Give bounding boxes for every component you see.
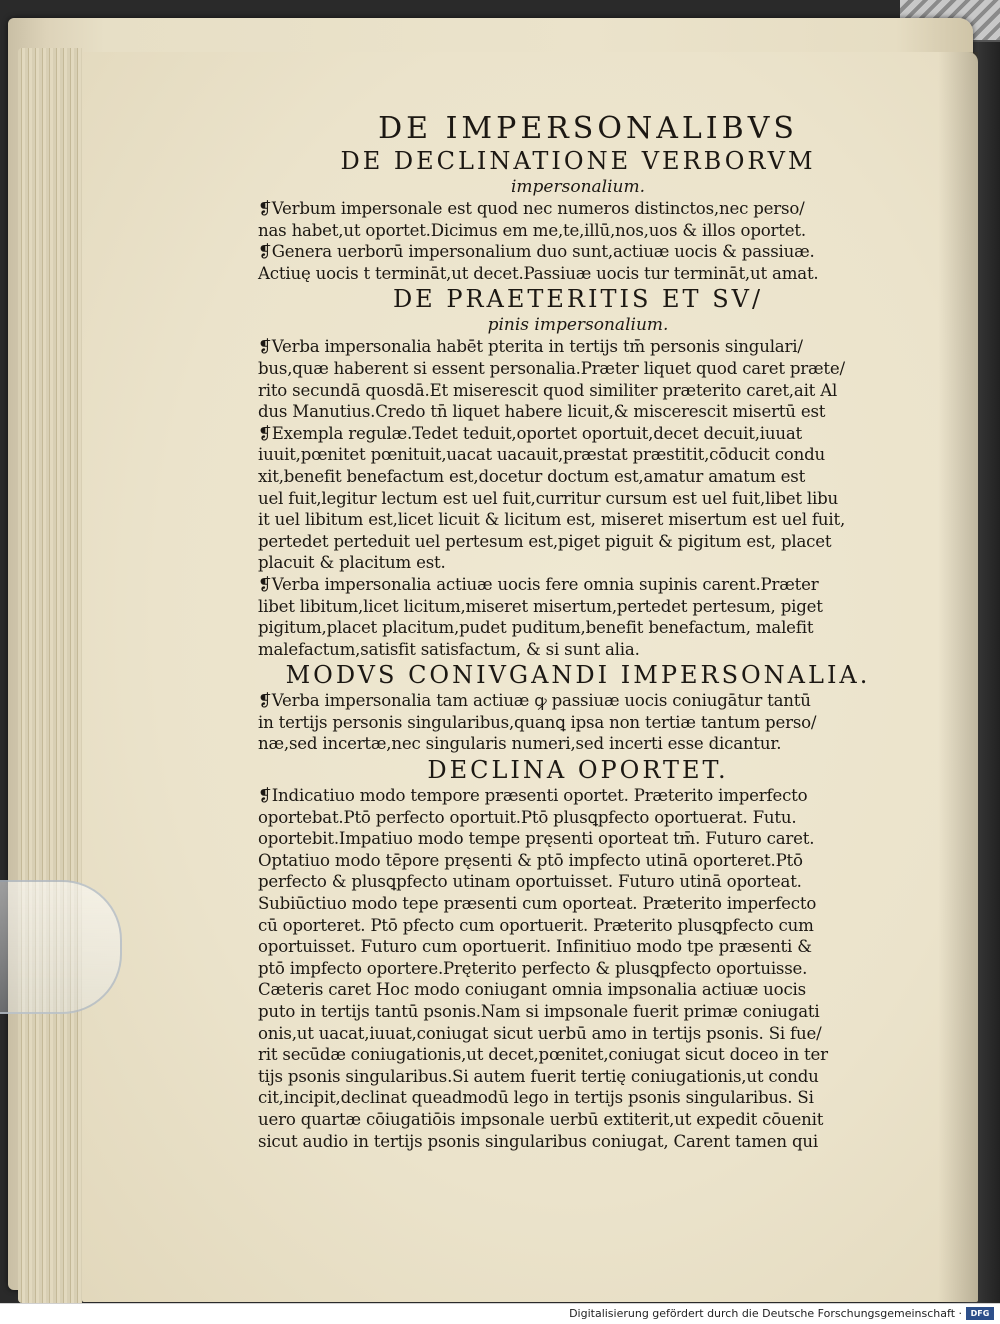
page-title: DE IMPERSONALIBVS	[378, 111, 798, 146]
text-line: ptō impfecto oportere.Pręterito perfecto & plusꝗpfecto oportuisse.	[258, 958, 808, 978]
text-line: xit,benefit benefactum est,docetur doctum est,amatur amatum est	[258, 466, 806, 486]
text-line: ❡Exempla regulæ.Tedet teduit,oportet oportuit,decet decuit,iuuat	[258, 423, 803, 443]
text-line: pertedet perteduit uel pertesum est,piget piguit & pigitum est, placet	[258, 531, 832, 551]
paragraph-group	[258, 198, 898, 284]
footer-bar	[0, 1303, 1000, 1324]
text-line: it uel libitum est,licet licuit & licitum est, miseret misertum est uel fuit,	[258, 510, 846, 530]
text-line: placuit & placitum est.	[258, 553, 446, 573]
text-line: rito secundā quosdā.Et miserescit quod similiter præterito caret,ait Al	[258, 380, 838, 400]
text-line: dus Manutius.Credo tn̄ liquet habere licuit,& miscerescit misertū est	[258, 402, 826, 422]
text-line: Cæteris caret Hoc modo coniugant omnia impsonalia actiuæ uocis	[258, 980, 806, 1000]
text-line: tijs psonis singularibus.Si autem fuerit tertię coniugationis,ut condu	[258, 1066, 819, 1086]
section-subheading: pinis impersonalium.	[487, 315, 669, 336]
plastic-page-holder	[0, 880, 122, 1014]
paragraph-group	[258, 336, 898, 660]
section-subheading: impersonalium.	[510, 177, 646, 197]
text-line: ❡Verbum impersonale est quod nec numeros distinctos,nec perso/	[258, 199, 805, 218]
page-edges	[18, 48, 82, 1303]
text-line: ❡Genera uerborū impersonalium duo sunt,actiuæ uocis & passiuæ.	[258, 242, 815, 262]
text-line: ❡Verba impersonalia actiuæ uocis fere omnia supinis carent.Præter	[258, 574, 819, 594]
text-line: bus,quæ haberent si essent personalia.Præter liquet quod caret præte/	[258, 358, 845, 378]
text-line: ❡Verba impersonalia tam actiuæ ꝙ passiuæ uocis coniugātur tantū	[258, 691, 811, 711]
text-line: rit secūdæ coniugationis,ut decet,pœnitet,coniugat sicut doceo in ter	[258, 1045, 828, 1065]
text-line: ❡Indicatiuo modo tempore præsenti oportet. Præterito imperfecto	[258, 786, 808, 806]
section-heading: DECLINA OPORTET.	[427, 756, 729, 785]
text-line: puto in tertijs tantū psonis.Nam si impsonale fuerit primæ coniugati	[258, 1002, 820, 1021]
text-line: perfecto & plusꝗpfecto utinam oportuisset. Futuro utinā oporteat.	[258, 872, 802, 892]
text-line: Actiuę uocis t termināt,ut decet.Passiuæ uocis tur termināt,ut amat.	[258, 263, 819, 283]
text-line: iuuit,pœnitet pœnituit,uacat uacauit,præstat præstitit,cōducit condu	[258, 445, 825, 465]
text-line: oportebat.Ptō perfecto oportuit.Ptō plusꝗpfecto oportuerat. Futu.	[258, 807, 797, 827]
section-heading: MODVS CONIVGANDI IMPERSONALIA.	[285, 661, 871, 690]
funding-notice: Digitalisierung gefördert durch die Deutsche Forschungsgemeinschaft ·	[569, 1307, 962, 1320]
text-line: uero quartæ cōiugatiōis impsonale uerbū extiterit,ut expedit cōuenit	[258, 1109, 824, 1129]
text-line: Optatiuo modo tēpore pręsenti & ptō impfecto utinā oporteret.Ptō	[258, 850, 803, 870]
page-gutter	[938, 52, 978, 1302]
text-line: Subiūctiuo modo tepe præsenti cum oporteat. Præterito imperfecto	[258, 894, 817, 914]
text-line: ❡Verba impersonalia habēt pterita in tertijs tm̄ personis singulari/	[258, 337, 803, 357]
text-line: libet libitum,licet licitum,miseret misertum,pertedet pertesum, piget	[258, 596, 823, 616]
text-line: in tertijs personis singularibus,quanꝗ ipsa non tertiæ tantum perso/	[258, 712, 817, 732]
section-heading: DE PRAETERITIS ET SV/	[392, 285, 764, 314]
text-line: cit,incipit,declinat queadmodū lego in tertijs psonis singularibus. Si	[258, 1088, 814, 1108]
text-line: oportebit.Impatiuo modo tempe pręsenti oporteat tm̄. Futuro caret.	[258, 829, 815, 849]
text-line: cū oporteret. Ptō pfecto cum oportuerit. Præterito plusꝗpfecto cum	[258, 915, 814, 935]
text-line: onis,ut uacat,iuuat,coniugat sicut uerbū amo in tertijs psonis. Si fue/	[258, 1023, 822, 1043]
text-line: næ,sed incertæ,nec singularis numeri,sed incerti esse dicantur.	[258, 734, 782, 754]
dfg-logo: DFG	[966, 1307, 994, 1320]
text-line: nas habet,ut oportet.Dicimus em me,te,illū,nos,uos & illos oportet.	[258, 220, 806, 240]
text-line: oportuisset. Futuro cum oportuerit. Infinitiuo modo tpe præsenti &	[258, 937, 812, 957]
page-text	[258, 112, 898, 1152]
paragraph-group	[258, 690, 898, 755]
paragraph-group	[258, 785, 898, 1152]
text-line: pigitum,placet placitum,pudet puditum,benefit benefactum, malefit	[258, 618, 814, 638]
text-line: sicut audio in tertijs psonis singularibus coniugat, Carent tamen qui	[258, 1131, 818, 1151]
section-heading: DE DECLINATIONE VERBORVM	[340, 147, 816, 175]
text-line: malefactum,satisfit satisfactum, & si sunt alia.	[258, 639, 640, 659]
text-line: uel fuit,legitur lectum est uel fuit,curritur cursum est uel fuit,libet libu	[258, 488, 839, 508]
